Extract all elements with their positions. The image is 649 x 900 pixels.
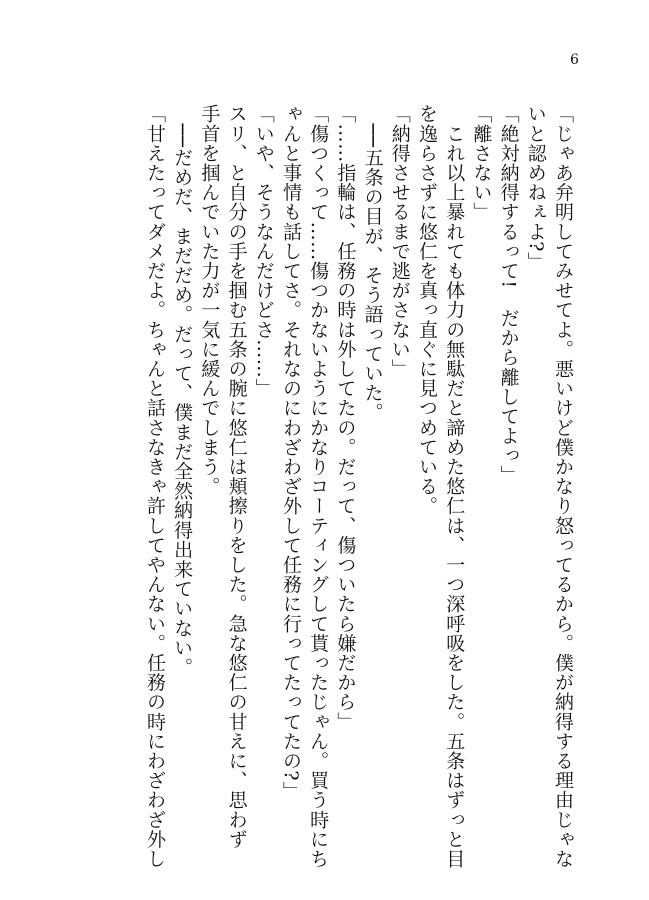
page-number: 6	[570, 52, 579, 68]
text-line: を逸らさずに悠仁を真っ直ぐに見つめている。	[415, 104, 438, 516]
text-line: 「傷つくって……傷つかないようにかなりコーティングして貰ったじゃん。買う時にち	[307, 104, 330, 869]
text-line: 「……指輪は、任務の時は外してたの。だって、傷ついたら嫌だから」	[334, 104, 357, 732]
text-line: ──だめだ、まだだめ。だって、僕まだ全然納得出来ていない。	[171, 104, 194, 677]
text-line: 「いや、そうなんだけどさ……」	[252, 104, 275, 398]
vertical-text-block	[76, 104, 576, 869]
text-line: 「絶対納得するって! だから離してよっ」	[497, 104, 520, 485]
text-line: 手首を掴んでいた力が一気に緩んでしまう。	[198, 104, 221, 496]
text-line: 「甘えたってダメだよ。ちゃんと話さなきゃ許してやんない。任務の時にわざわざ外し	[143, 104, 166, 869]
text-line: ──五条の目が、そう語っていた。	[361, 104, 384, 423]
text-line: いと認めねぇよ?」	[524, 104, 547, 272]
text-line: 「じゃあ弁明してみせてよ。悪いけど僕かなり怒ってるから。僕が納得する理由じゃな	[552, 104, 574, 869]
text-line: 「納得させるまで逃がさない」	[388, 104, 411, 379]
text-line: スリ、と自分の手を掴む五条の腕に悠仁は頬擦りをした。急な悠仁の甘えに、思わず	[225, 104, 248, 849]
text-line: 「離さない」	[470, 104, 493, 222]
text-line: これ以上暴れても体力の無駄だと諦めた悠仁は、一つ深呼吸をした。五条はずっと目	[443, 104, 466, 869]
text-line: ゃんと事情も話してさ。それなのにわざわざ外して任務に行ってたってたの?」	[279, 104, 302, 801]
